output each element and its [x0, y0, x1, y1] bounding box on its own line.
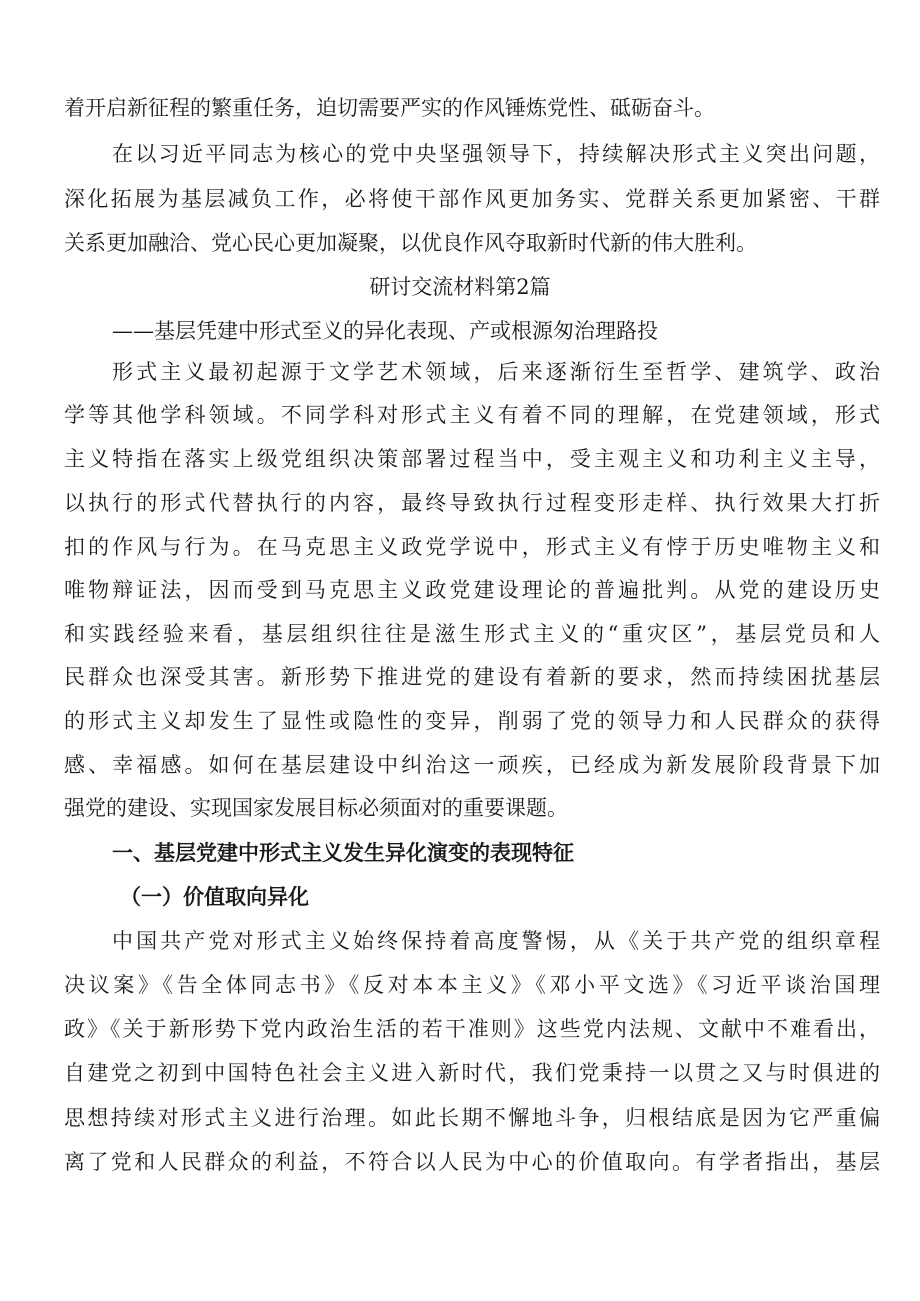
section-heading: 一、基层党建中形式主义发生异化演变的表现特征: [112, 841, 574, 865]
paragraph-line: 中国共产党对形式主义始终保持着高度警惕，从《关于共产党的组织章程: [112, 929, 880, 953]
paragraph-line: 的形式主义却发生了显性或隐性的变异，削弱了党的领导力和人民群众的获得: [64, 709, 880, 733]
paragraph-line: 感、幸福感。如何在基层建设中纠治这一顽疾，已经成为新发展阶段背景下加: [64, 753, 880, 777]
paragraph-line: 关系更加融洽、党心民心更加凝聚，以优良作风夺取新时代新的伟大胜利。: [64, 231, 757, 255]
paragraph-line: 思想持续对形式主义进行治理。如此长期不懈地斗争，归根结底是因为它严重偏: [64, 1106, 880, 1130]
paragraph-line: 深化拓展为基层减负工作，必将使干部作风更加务实、党群关系更加紧密、干群: [64, 187, 880, 211]
subsection-heading: （一）价值取向异化: [120, 885, 309, 909]
paragraph-line: 决议案》《告全体同志书》《反对本本主义》《邓小平文选》《习近平谈治国理: [64, 973, 880, 997]
paragraph-line: 离了党和人民群众的利益，不符合以人民为中心的价值取向。有学者指出，基层: [64, 1150, 880, 1174]
document-subtitle: ——基层凭建中形式至义的异化表现、产或根源匆治理路投: [112, 319, 658, 343]
paragraph-line: 和实践经验来看，基层组织往往是滋生形式主义的“重灾区”，基层党员和人: [64, 622, 880, 646]
previous-paragraph-tail: 着开启新征程的繁重任务，迫切需要严实的作风锤炼党性、砥砺奋斗。: [64, 96, 715, 120]
paragraph-line: 自建党之初到中国特色社会主义进入新时代，我们党秉持一以贯之又与时俱进的: [64, 1061, 880, 1085]
paragraph-line: 主义特指在落实上级党组织决策部署过程当中，受主观主义和功利主义主导，: [64, 447, 880, 471]
paragraph-line: 以执行的形式代替执行的内容，最终导致执行过程变形走样、执行效果大打折: [64, 491, 880, 515]
paragraph-line: 强党的建设、实现国家发展目标必须面对的重要课题。: [64, 796, 568, 820]
paragraph-line: 民群众也深受其害。新形势下推进党的建设有着新的要求，然而持续困扰基层: [64, 665, 880, 689]
paragraph-line: 学等其他学科领域。不同学科对形式主义有着不同的理解，在党建领域，形式: [64, 403, 880, 427]
paragraph-line: 唯物辩证法，因而受到马克思主义政党建设理论的普遍批判。从党的建设历史: [64, 578, 880, 602]
paragraph-line: 形式主义最初起源于文学艺术领域，后来逐渐衍生至哲学、建筑学、政治: [112, 360, 880, 384]
paragraph-line: 政》《关于新形势下党内政治生活的若干准则》这些党内法规、文献中不难看出，: [64, 1017, 880, 1041]
document-title: 研讨交流材料第2篇: [369, 275, 551, 299]
paragraph-line: 扣的作风与行为。在马克思主义政党学说中，形式主义有悖于历史唯物主义和: [64, 535, 880, 559]
paragraph-line: 在以习近平同志为核心的党中央坚强领导下，持续解决形式主义突出问题，: [112, 142, 880, 166]
